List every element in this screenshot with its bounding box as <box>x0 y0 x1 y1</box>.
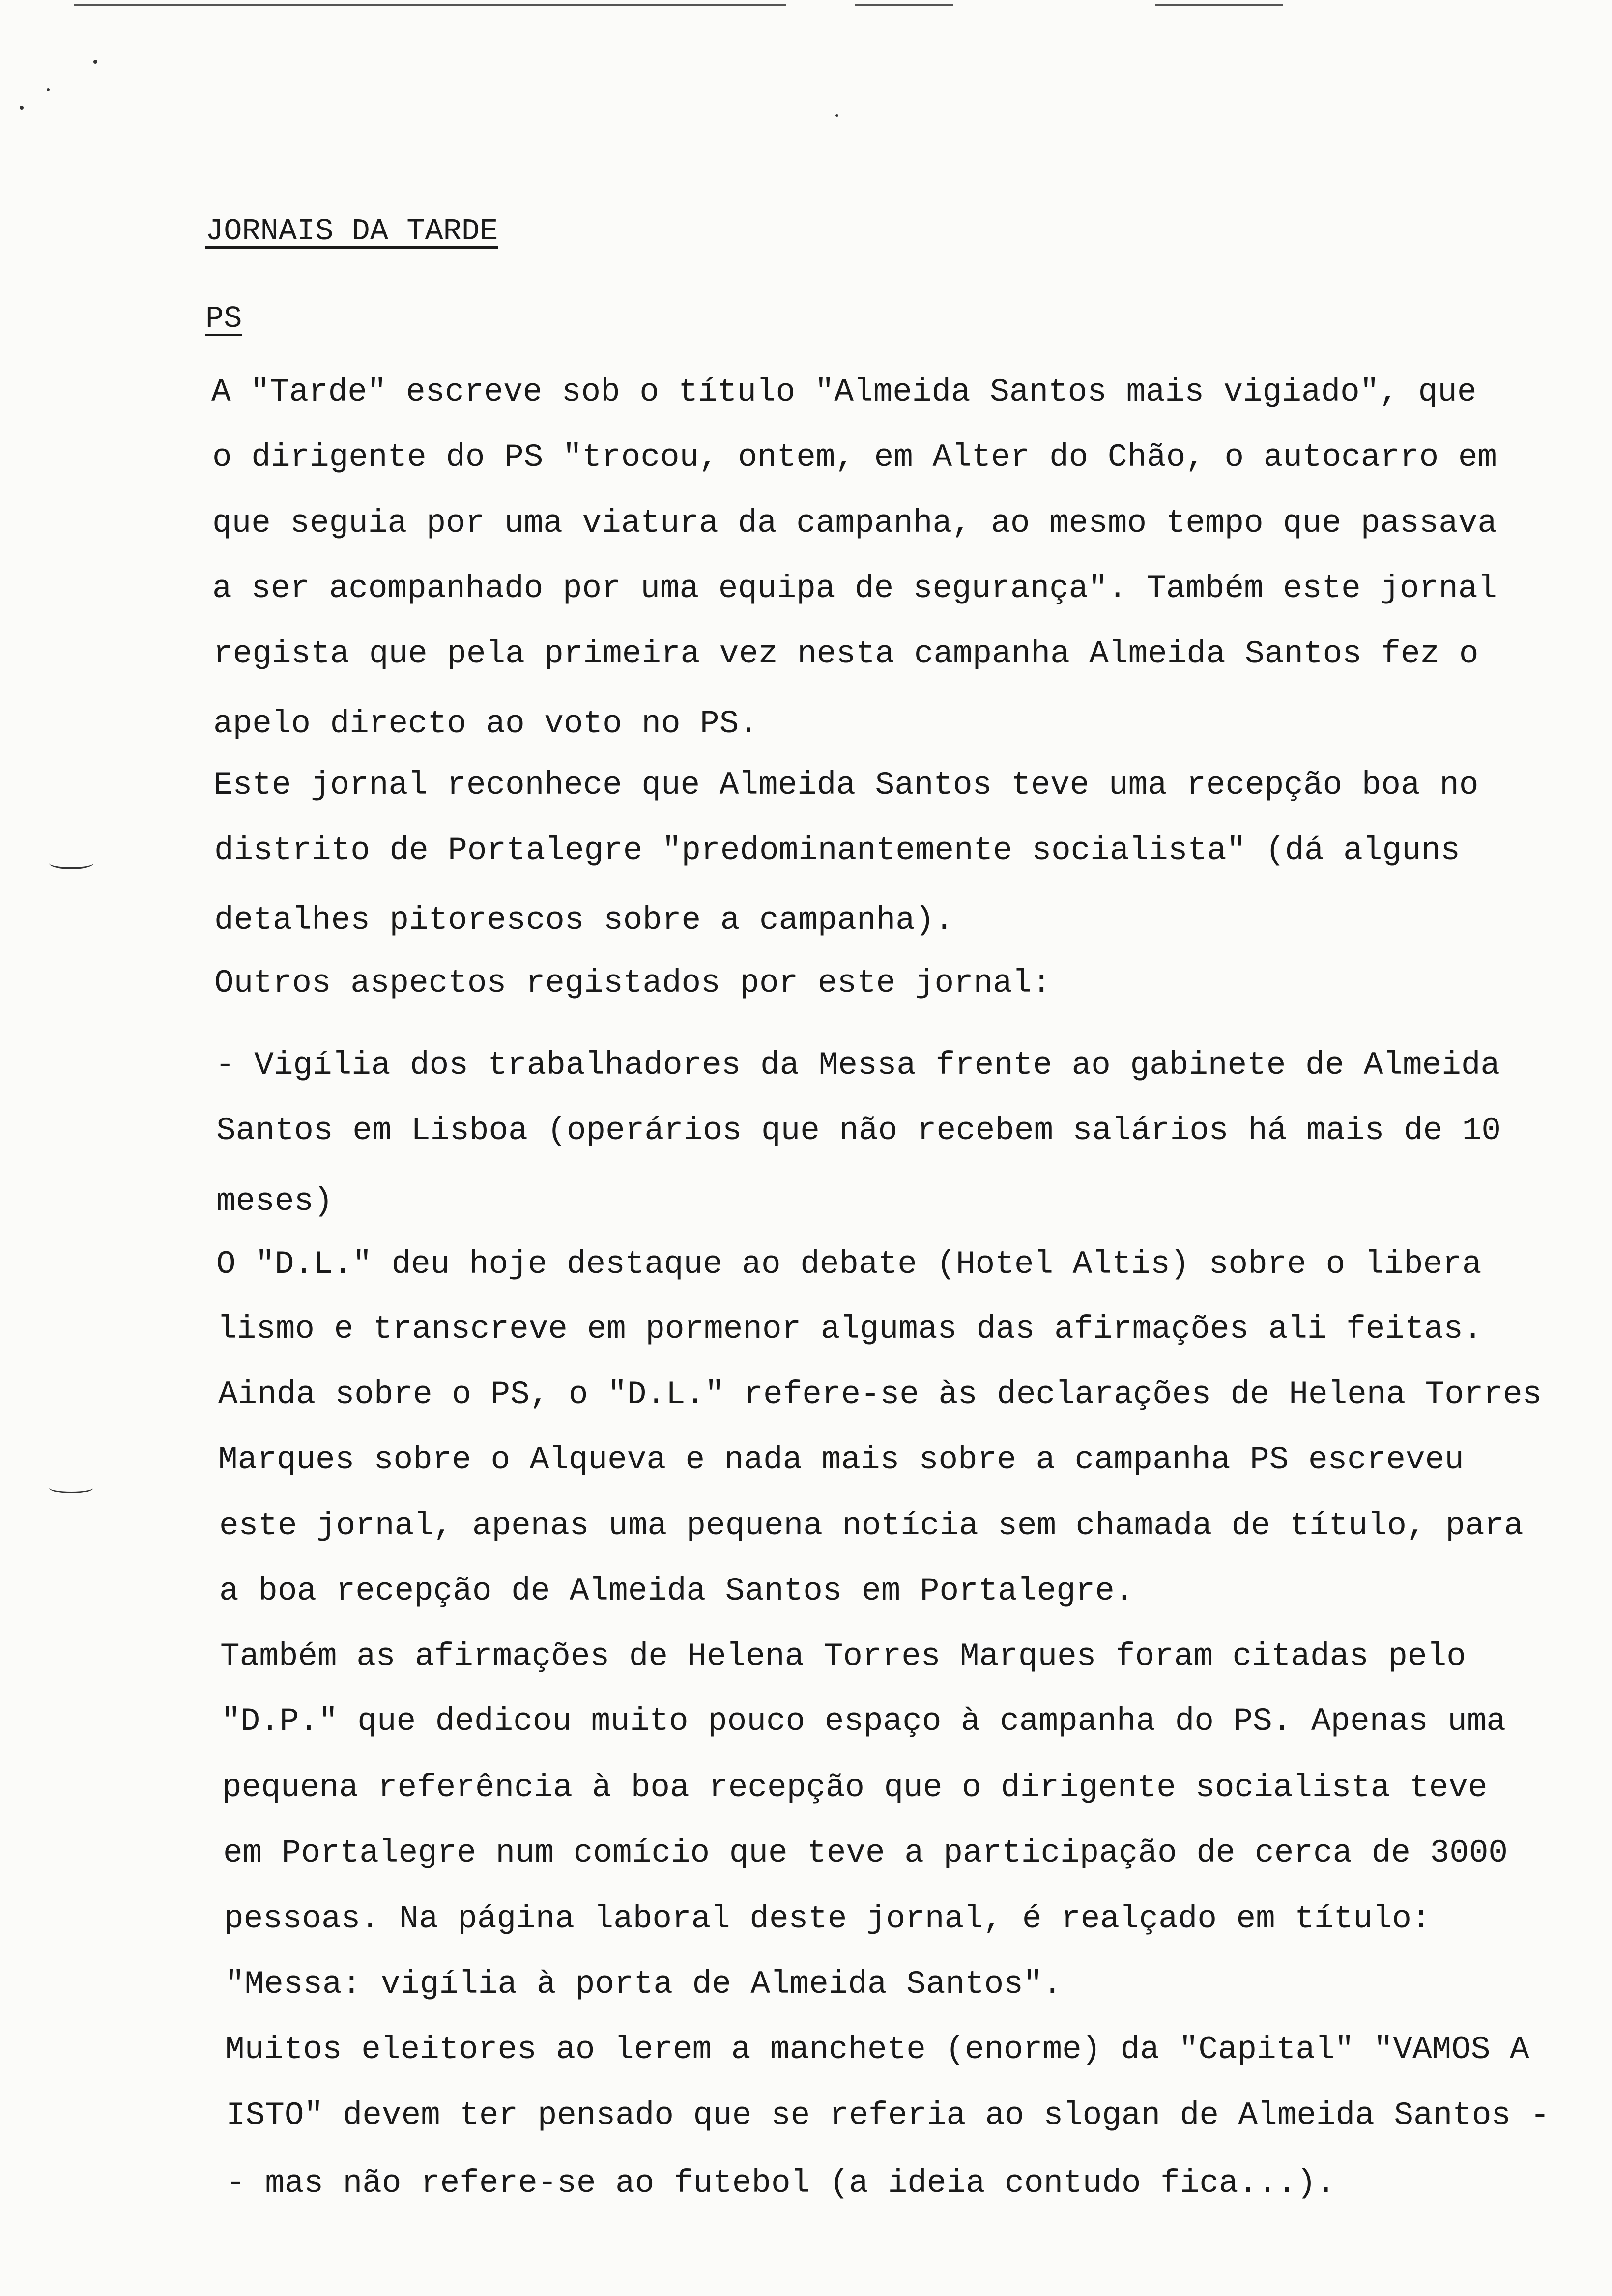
body-line: meses) <box>216 1183 333 1220</box>
body-line: Também as afirmações de Helena Torres Marques foram citadas pelo <box>220 1638 1466 1675</box>
body-line: regista que pela primeira vez nesta campanha Almeida Santos fez o <box>213 635 1479 672</box>
body-line: pessoas. Na página laboral deste jornal, é realçado em título: <box>224 1900 1431 1937</box>
body-line: que seguia por uma viatura da campanha, ao mesmo tempo que passava <box>212 505 1497 542</box>
body-line: apelo directo ao voto no PS. <box>213 705 758 742</box>
scan-speck <box>47 88 50 91</box>
body-line: - Vigília dos trabalhadores da Messa frente ao gabinete de Almeida <box>215 1047 1500 1084</box>
section-heading: PS <box>205 301 242 336</box>
body-line: distrito de Portalegre "predominantemente socialista" (dá alguns <box>214 832 1460 869</box>
body-line: Muitos eleitores ao lerem a manchete (enorme) da "Capital" "VAMOS A <box>225 2031 1529 2068</box>
body-line: A "Tarde" escreve sob o título "Almeida Santos mais vigiado", que <box>211 373 1477 410</box>
scan-edge-rule <box>1155 4 1283 6</box>
body-line: Ainda sobre o PS, o "D.L." refere-se às declarações de Helena Torres <box>218 1376 1542 1413</box>
body-line: Marques sobre o Alqueva e nada mais sobre a campanha PS escreveu <box>218 1441 1464 1478</box>
body-line: detalhes pitorescos sobre a campanha). <box>214 902 954 939</box>
body-line: O "D.L." deu hoje destaque ao debate (Hotel Altis) sobre o libera <box>216 1246 1482 1283</box>
body-line: ISTO" devem ter pensado que se referia ao slogan de Almeida Santos - <box>226 2097 1550 2134</box>
scan-speck <box>835 114 838 117</box>
body-line: o dirigente do PS "trocou, ontem, em Alter do Chão, o autocarro em <box>212 439 1497 476</box>
body-line: - mas não refere-se ao futebol (a ideia contudo fica...). <box>226 2165 1336 2202</box>
document-heading: JORNAIS DA TARDE <box>205 214 498 249</box>
scan-speck <box>20 106 24 110</box>
body-line: lismo e transcreve em pormenor algumas das afirmações ali feitas. <box>217 1311 1483 1348</box>
body-line: Este jornal reconhece que Almeida Santos teve uma recepção boa no <box>213 767 1479 804</box>
margin-mark <box>49 1482 93 1493</box>
scan-edge-rule <box>855 4 953 6</box>
body-line: em Portalegre num comício que teve a participação de cerca de 3000 <box>223 1835 1508 1871</box>
body-line: Outros aspectos registados por este jornal: <box>214 965 1052 1002</box>
margin-mark <box>49 858 93 869</box>
scan-speck <box>93 60 97 64</box>
body-line: este jornal, apenas uma pequena notícia sem chamada de título, para <box>219 1507 1524 1544</box>
body-line: pequena referência à boa recepção que o dirigente socialista teve <box>222 1769 1488 1806</box>
body-line: a ser acompanhado por uma equipa de segurança". Também este jornal <box>212 570 1497 607</box>
body-line: "D.P." que dedicou muito pouco espaço à campanha do PS. Apenas uma <box>221 1703 1506 1740</box>
body-line: "Messa: vigília à porta de Almeida Santos". <box>225 1966 1063 2003</box>
body-line: a boa recepção de Almeida Santos em Portalegre. <box>219 1573 1134 1609</box>
body-line: Santos em Lisboa (operários que não recebem salários há mais de 10 <box>216 1112 1501 1149</box>
scan-edge-rule <box>74 4 786 6</box>
